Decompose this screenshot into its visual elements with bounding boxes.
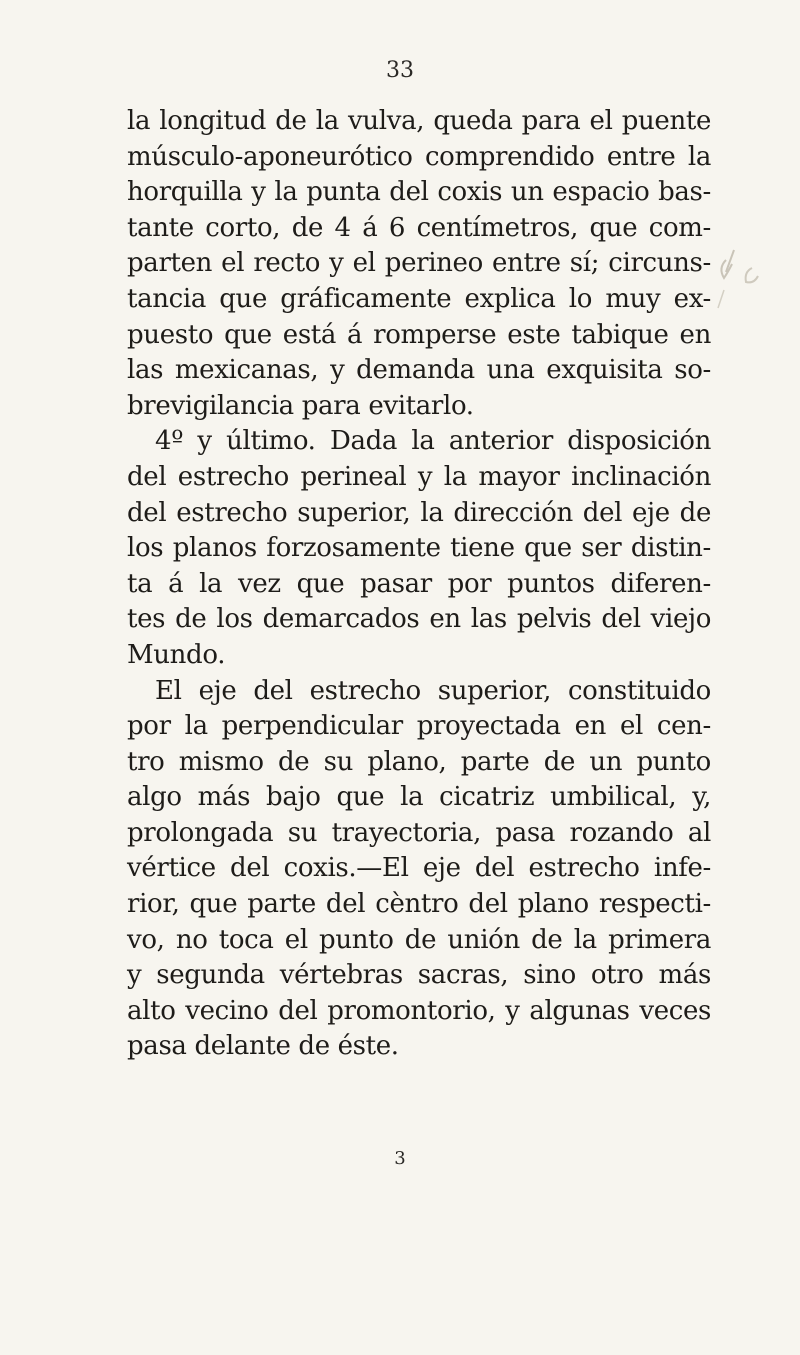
text-line: Mundo. [127,639,226,670]
body-text [127,104,711,1065]
text-line: alto vecino del promontorio, y algunas veces [127,995,711,1026]
text-line: 4º y último. Dada la anterior disposición [155,426,711,457]
text-line: del estrecho superior, la dirección del eje de [127,497,711,528]
text-line: tancia que gráficamente explica lo muy ex- [127,283,711,314]
text-line: y segunda vértebras sacras, sino otro más [127,960,711,991]
text-line: músculo-aponeurótico comprendido entre la [127,141,711,172]
text-line: por la perpendicular proyectada en el cen- [127,711,711,742]
text-line: rior, que parte del cèntro del plano respecti- [127,889,711,920]
text-line: El eje del estrecho superior, constituido [155,675,711,706]
text-line: tro mismo de su plano, parte de un punto [127,746,711,777]
text-line: brevigilancia para evitarlo. [127,390,474,421]
text-line: parten el recto y el perineo entre sí; circuns- [127,248,711,279]
text-line: ta á la vez que pasar por puntos diferen- [127,568,711,599]
margin-mark-icon [716,238,796,318]
page-number: 33 [386,58,414,83]
text-line: tes de los demarcados en las pelvis del viejo [127,604,711,635]
text-line: vo, no toca el punto de unión de la primera [127,924,711,955]
text-line: las mexicanas, y demanda una exquisita so- [127,355,711,386]
text-line: algo más bajo que la cicatriz umbilical, y, [127,782,711,813]
text-line: vértice del coxis.—El eje del estrecho infe- [127,853,711,884]
text-line: prolongada su trayectoria, pasa rozando al [127,817,711,848]
text-line: la longitud de la vulva, queda para el puente [127,106,711,136]
text-line: horquilla y la punta del coxis un espacio bas- [127,177,711,208]
text-line: los planos forzosamente tiene que ser distin- [127,533,711,564]
text-line: puesto que está á romperse este tabique en [127,319,711,350]
text-line: tante corto, de 4 á 6 centímetros, que com- [127,212,711,243]
signature-mark: 3 [394,1148,406,1169]
text-line: pasa delante de éste. [127,1031,399,1062]
text-line: del estrecho perineal y la mayor inclinación [127,461,711,492]
